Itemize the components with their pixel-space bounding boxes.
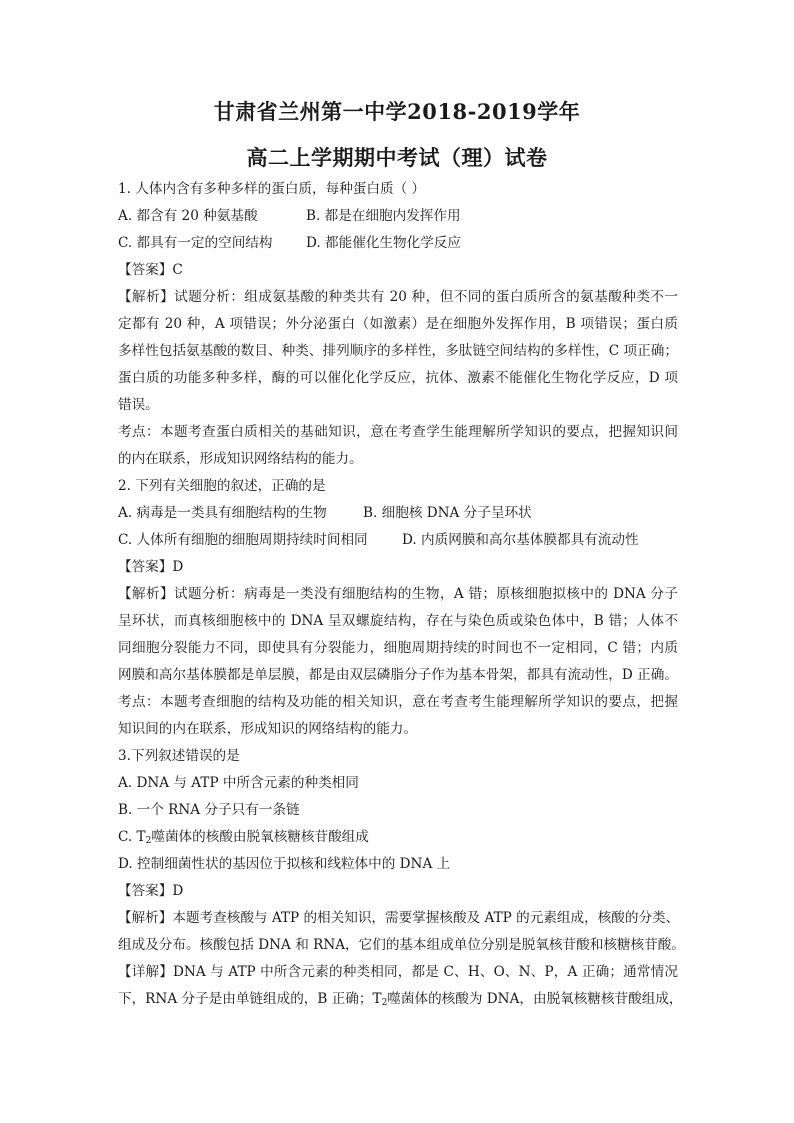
q1-stem: 1. 人体内含有多种多样的蛋白质，每种蛋白质（ ）: [118, 181, 426, 197]
q2-option-d: D. 内质网膜和高尔基体膜都具有流动性: [402, 532, 639, 548]
q2-option-a: A. 病毒是一类具有细胞结构的生物: [118, 505, 327, 521]
q2-point-line: 考点：本题考查细胞的结构及功能的相关知识，意在考查考生能理解所学知识的要点，把握: [118, 694, 678, 710]
q3-detail-line: [118, 986, 683, 1013]
q2-analysis-line: 呈环状，而真核细胞核中的 DNA 呈双螺旋结构，存在与染色质或染色体中，B 错；人体不: [118, 613, 678, 629]
q1-option-c: C. 都具有一定的空间结构: [118, 235, 273, 251]
q3-option-c-prefix: C. T: [118, 829, 146, 845]
q1-analysis-line: 多样性包括氨基酸的数目、种类、排列顺序的多样性，多肽链空间结构的多样性，C 项正确；: [118, 343, 678, 359]
q2-options-ab: [118, 500, 678, 527]
q3-detail-line: 【详解】DNA 与 ATP 中所含元素的种类相同，都是 C、H、O、N、P，A 正确；通常情况: [118, 964, 678, 980]
q3-analysis-line: 【解析】本题考查核酸与 ATP 的相关知识，需要掌握核酸及 ATP 的元素组成，核酸的分类、: [118, 910, 680, 926]
q3-option-c: [118, 824, 678, 851]
exam-title-line1: 甘肃省兰州第一中学2018-2019学年: [213, 99, 581, 124]
q1-analysis-line: 定都有 20 种，A 项错误；外分泌蛋白（如激素）是在细胞外发挥作用，B 项错误；蛋白质: [118, 316, 678, 332]
q3-detail-text: 噬菌体的核酸为 DNA，由脱氧核糖核苷酸组成，: [387, 991, 683, 1007]
q2-stem: 2. 下列有关细胞的叙述，正确的是: [118, 478, 326, 494]
q1-analysis-line: 蛋白质的功能多种多样，酶的可以催化化学反应，抗体、激素不能催化生物化学反应，D 项: [118, 370, 678, 386]
exam-body: [118, 176, 685, 1013]
q2-answer: 【答案】D: [118, 559, 184, 575]
q1-options-ab: [118, 203, 678, 230]
q1-analysis-line: 错误。: [118, 397, 159, 413]
q1-analysis-line: 【解析】试题分析：组成氨基酸的种类共有 20 种，但不同的蛋白质所含的氨基酸种类不一: [118, 289, 678, 305]
q3-analysis-line: 组成及分布。核酸包括 DNA 和 RNA，它们的基本组成单位分别是脱氧核苷酸和核糖核苷酸。: [118, 937, 685, 953]
q3-answer: 【答案】D: [118, 883, 184, 899]
q1-option-b: B. 都是在细胞内发挥作用: [306, 208, 461, 224]
q2-options-cd: [118, 527, 678, 554]
q2-option-c: C. 人体所有细胞的细胞周期持续时间相同: [118, 532, 368, 548]
q3-stem: 3.下列叙述错误的是: [118, 748, 240, 764]
q3-detail-subscript: 2: [381, 998, 388, 1008]
q1-point-line: 考点：本题考查蛋白质相关的基础知识，意在考查学生能理解所学知识的要点，把握知识间: [118, 424, 678, 440]
q2-analysis-line: 同细胞分裂能力不同，即使具有分裂能力，细胞周期持续的时间也不一定相同，C 错；内质: [118, 640, 678, 656]
q2-option-b: B. 细胞核 DNA 分子呈环状: [363, 505, 532, 521]
q1-point-line: 的内在联系，形成知识网络结构的能力。: [118, 451, 363, 467]
q1-option-a: A. 都含有 20 种氨基酸: [118, 208, 258, 224]
q3-option-c-text: 噬菌体的核酸由脱氧核糖核苷酸组成: [151, 829, 369, 845]
q2-point-line: 知识间的内在联系，形成知识的网络结构的能力。: [118, 721, 418, 737]
q3-option-d: D. 控制细菌性状的基因位于拟核和线粒体中的 DNA 上: [118, 856, 451, 872]
q3-option-a: A. DNA 与 ATP 中所含元素的种类相同: [118, 775, 359, 791]
q2-analysis-line: 网膜和高尔基体膜都是单层膜，都是由双层磷脂分子作为基本骨架，都具有流动性，D 正确。: [118, 667, 678, 683]
exam-title-line2: 高二上学期期中考试（理）试卷: [246, 145, 548, 170]
q3-option-c-subscript: 2: [145, 836, 152, 846]
q1-options-cd: [118, 230, 678, 257]
q3-detail-prefix: 下，RNA 分子是由单链组成的，B 正确；T: [118, 991, 382, 1007]
q3-option-b: B. 一个 RNA 分子只有一条链: [118, 802, 300, 818]
q1-option-d: D. 都能催化生物化学反应: [306, 235, 461, 251]
q2-analysis-line: 【解析】试题分析：病毒是一类没有细胞结构的生物，A 错；原核细胞拟核中的 DNA 分子: [118, 586, 678, 602]
q1-answer: 【答案】C: [118, 262, 183, 278]
